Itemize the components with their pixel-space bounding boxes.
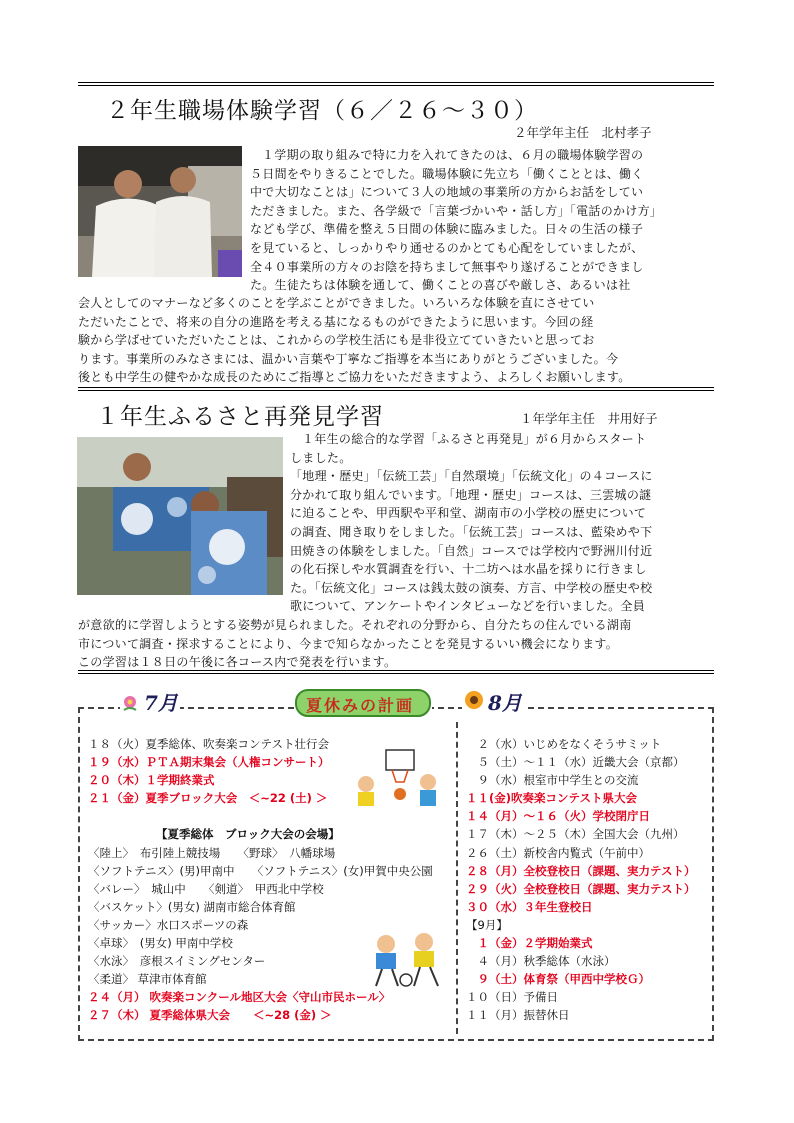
schedule-entry: ９（土）体育祭（甲西中学校Ｇ） [466, 972, 650, 987]
schedule-entry: ３０（水）３年生登校日 [466, 899, 593, 914]
schedule-entry: ２１（金）夏季ブロック大会 ＜~22 (土) ＞ [88, 791, 328, 806]
schedule-entry: １８（火）夏季総体、吹奏楽コンテスト壮行会 [88, 737, 330, 751]
schedule-entry: 〈水泳〉 彦根スイミングセンター [88, 954, 266, 969]
schedule-entry: 〈卓球〉 (男女) 甲南中学校 [88, 936, 233, 951]
july-label [120, 684, 180, 716]
schedule-entry: ４（月）秋季総体（水泳） [466, 954, 616, 969]
schedule-entry: ２（水）いじめをなくそうサミット [466, 737, 662, 751]
soccer-illustration-icon [362, 930, 452, 988]
section2-line: しました。 [290, 450, 352, 465]
section1-line: 後とも中学生の健やかな成長のためにご指導とご協力をいただきますよう、よろしくお願いします。 [78, 370, 631, 385]
section1-title: ２年生職場体験学習（６／２６～３０） [106, 98, 538, 124]
section2-line: 市について調査・探求することにより、今まで知らなかったことを発見するいい機会になります。 [78, 636, 619, 651]
section1-body-full [78, 294, 716, 387]
section2-line: の調査、聞き取りをしました。「伝統工芸」コースは、藍染めや下 [290, 524, 653, 539]
section2-body-full [78, 616, 716, 672]
section1-line: た。生徒たちは体験を通して、働くことの喜びや厳しさ、あるいは社 [250, 278, 631, 293]
schedule-entry: ２７（木） 夏季総体県大会 ＜~28 (金) ＞ [88, 1008, 332, 1023]
schedule-entry [88, 807, 433, 825]
section2-line: に迫ることや、甲西駅や平和堂、湖南市の小学校の歴史について [290, 506, 647, 521]
section2-body-wrap [290, 430, 716, 616]
schedule-entry: 〈サッカー〉水口スポーツの森 [88, 917, 249, 932]
schedule-entry: ２４（月） 吹奏楽コンクール地区大会〈守山市民ホール〉 [88, 990, 391, 1005]
section2-rule [78, 387, 714, 391]
section1-line: を見ていると、しっかりやり通せるのかとても心配をしていましたが、 [250, 240, 644, 255]
section1-line: 中で大切なことは」について３人の地域の事業所の方からお話をしてい [250, 185, 644, 200]
schedule-entry: 〈ソフトテニス〉(男)甲南中 〈ソフトテニス〉(女)甲賀中央公園 [88, 863, 433, 878]
section2-line: １年生の総合的な学習「ふるさと再発見」が６月からスタート [302, 432, 647, 446]
august-label-text: 8月 [488, 691, 522, 715]
schedule-entry: １０（日）予備日 [466, 990, 558, 1005]
basketball-illustration-icon [348, 748, 452, 808]
schedule-entry: ２９（火）全校登校日（課題、実力テスト） [466, 881, 696, 896]
section1-author: ２年学年主任 北村孝子 [514, 125, 652, 140]
schedule-entry: ２６（土）新校舎内覧式（午前中） [466, 845, 650, 860]
section2-line: 歌について、アンケートやインタビューなどを行いました。全員 [290, 599, 646, 614]
section2-line: が意欲的に学習しようとする姿勢が見られました。それぞれの分野から、自分たちの住んでいる湖南 [78, 618, 632, 632]
schedule-entry: １１（月）振替休日 [466, 1008, 570, 1023]
calendar-title-text: 夏休みの計画 [306, 696, 415, 715]
schedule-entry: １９（水）ＰＴＡ期末集会（人権コンサート） [88, 755, 330, 770]
schedule-entry: １（金）２学期始業式 [466, 936, 593, 951]
section1-line: なども学び、準備を整え５日間の体験に臨みました。日々の生活の様子 [250, 222, 644, 237]
section1-line: ただいたことで、将来の自分の進路を考える基になるものができたように思います。今回の経 [78, 314, 594, 329]
section1-line: ただきました。また、各学級で「言葉づかいや・話し方」「電話のかけ方」 [250, 203, 663, 218]
section2-author: １年学年主任 井用好子 [520, 411, 658, 426]
calendar-divider [456, 722, 458, 1034]
section1-line: 会人としてのマナーなど多くのことを学ぶことができました。いろいろな体験を直にさせてい [78, 296, 595, 310]
section2-line: 田焼きの体験をしました。「自然」コースでは学校内で野洲川付近 [290, 543, 653, 558]
schedule-entry: １４（月）～１６（火）学校閉庁日 [466, 809, 650, 824]
workplace-photo [78, 146, 242, 277]
section2-line: この学習は１８日の午後に各コース内で発表を行います。 [78, 655, 397, 670]
section1-line: ります。事業所のみなさまには、温かい言葉や丁寧なご指導を本当にありがとうございました。今 [78, 351, 619, 366]
section1-line: ５日間をやりきることでした。職場体験に先立ち「働くこととは、働く [250, 166, 644, 181]
calendar-title [294, 686, 432, 720]
schedule-entry: 【夏季総体 ブロック大会の会場】 [156, 827, 340, 842]
august-label [462, 684, 528, 716]
section2-title: １年生ふるさと再発見学習 [96, 404, 384, 430]
schedule-entry: ２８（月）全校登校日（課題、実力テスト） [466, 863, 696, 878]
schedule-entry: ５（土）～１１（水）近畿大会（京都） [466, 755, 685, 770]
schedule-entry: 〈バスケット〉(男女) 湖南市総合体育館 [88, 899, 296, 914]
section2-line: 「地理・歴史」「伝統工芸」「自然環境」「伝統文化」の４コースに [290, 469, 653, 484]
august-schedule [466, 735, 696, 1025]
schedule-entry: １１(金)吹奏楽コンテスト県大会 [466, 791, 638, 806]
schedule-entry: 〈バレー〉 城山中 〈剣道〉 甲西北中学校 [88, 881, 324, 896]
schedule-entry: 〈陸上〉 布引陸上競技場 〈野球〉 八幡球場 [88, 845, 336, 860]
schedule-entry: 〈柔道〉 草津市体育館 [88, 972, 207, 987]
schedule-entry: ９（水）根室市中学生との交流 [466, 773, 639, 788]
section1-line: 験から学ばせていただいたことは、これからの学校生活にも是非役立てていきたいと思ってお [78, 333, 595, 348]
section1-body-wrap [250, 146, 716, 295]
section2-line: 分かれて取り組んでいます。「地理・歴史」コースは、三雲城の謎 [290, 487, 652, 502]
section2-line: た。「伝統文化」コースは銭太鼓の演奏、方言、中学校の歴史や校 [290, 580, 653, 595]
schedule-entry: １７（木）～２５（木）全国大会（九州） [466, 827, 685, 842]
calendar-rule [78, 670, 714, 674]
section2-line: の化石探しや水質調査を行い、十二坊へは水晶を採りに行きまし [290, 562, 647, 577]
section1-line: 全４０事業所の方々のお陰を持ちまして無事やり遂げることができまし [250, 259, 644, 274]
section1-line: １学期の取り組みで特に力を入れてきたのは、６月の職場体験学習の [262, 148, 644, 162]
schedule-entry: ２０（木）１学期終業式 [88, 773, 215, 788]
indigo-dye-photo [77, 437, 283, 595]
top-rule [78, 82, 714, 86]
july-label-text: 7月 [144, 691, 178, 715]
schedule-entry: 【9月】 [466, 917, 508, 932]
